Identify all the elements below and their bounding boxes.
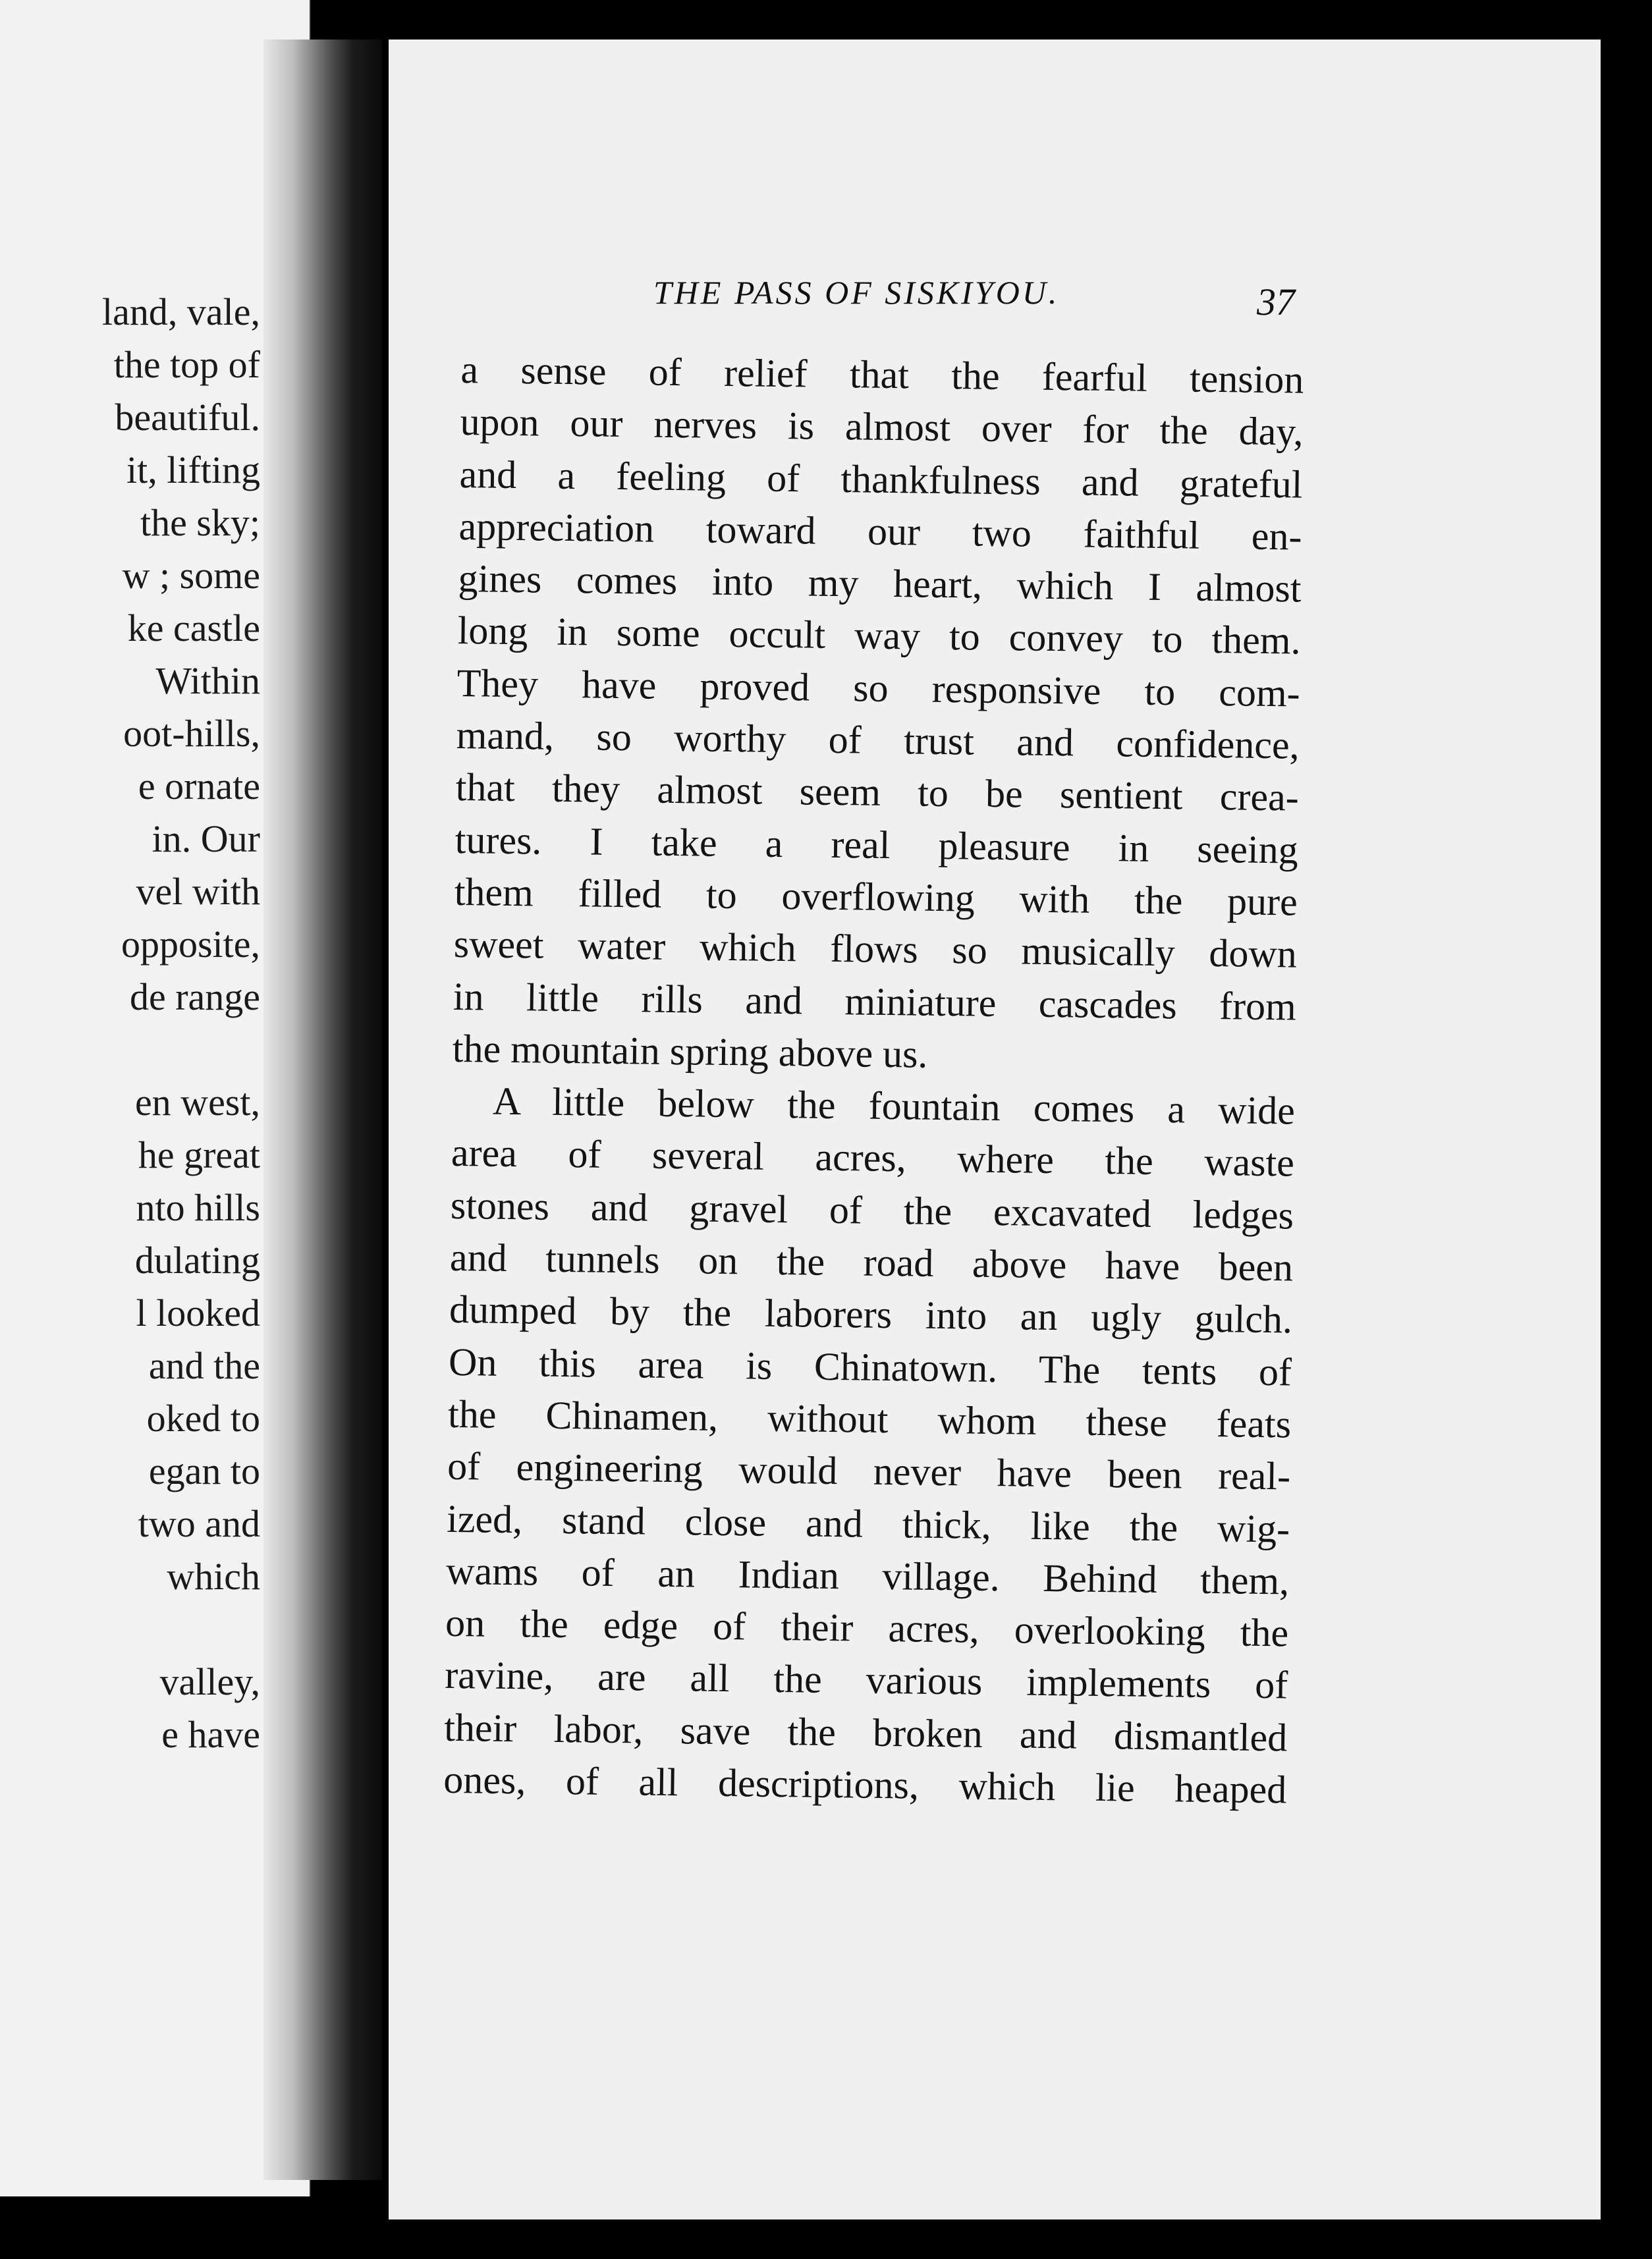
- left-line: opposite,: [121, 923, 260, 966]
- left-line: e ornate: [138, 765, 260, 807]
- left-line: which: [167, 1555, 260, 1598]
- left-line: and the: [148, 1344, 260, 1387]
- text-line: stones and gravel of the excavated ledges: [450, 1183, 1294, 1238]
- left-line: en west,: [134, 1081, 260, 1124]
- left-line: in. Our: [151, 817, 260, 860]
- text-line: upon our nerves is almost over for the day,: [460, 400, 1304, 454]
- text-line: sweet water which flows so musically down: [453, 922, 1298, 976]
- left-line: it, lifting: [126, 449, 260, 491]
- left-line: oked to: [146, 1397, 260, 1440]
- left-line: the sky;: [140, 501, 260, 544]
- text-line: the mountain spring above us.: [452, 1026, 928, 1076]
- text-line: ravine, are all the various implements of: [444, 1653, 1288, 1707]
- left-line: Within: [155, 659, 260, 702]
- text-line: area of several acres, where the waste: [451, 1131, 1295, 1185]
- left-line: l looked: [136, 1292, 260, 1334]
- text-line: gines comes into my heart, which I almost: [458, 557, 1302, 611]
- text-line: ized, stand close and thick, like the wig-: [446, 1496, 1290, 1551]
- left-line: the top of: [113, 343, 260, 386]
- left-line: oot-hills,: [123, 712, 260, 755]
- left-line: e have: [161, 1713, 260, 1756]
- body-text: [443, 344, 1304, 1816]
- text-line: On this area is Chinatown. The tents of: [448, 1340, 1292, 1394]
- left-line: de range: [129, 975, 260, 1018]
- left-line: dulating: [134, 1239, 260, 1282]
- text-line: on the edge of their acres, overlooking the: [445, 1600, 1289, 1655]
- text-line: dumped by the laborers into an ugly gulch.: [449, 1288, 1293, 1342]
- text-line: and tunnels on the road above have been: [449, 1235, 1294, 1290]
- left-line: he great: [138, 1133, 260, 1176]
- text-line: them filled to overflowing with the pure: [454, 869, 1298, 924]
- text-line: their labor, save the broken and dismantled: [443, 1705, 1288, 1760]
- page-number: 37: [1257, 281, 1295, 323]
- text-line: in little rills and miniature cascades from: [453, 974, 1297, 1029]
- left-line: egan to: [148, 1450, 260, 1492]
- text-line: wams of an Indian village. Behind them,: [445, 1548, 1290, 1603]
- text-line: of engineering would never have been real-: [447, 1444, 1291, 1498]
- left-line: valley,: [159, 1660, 260, 1703]
- text-line: tures. I take a real pleasure in seeing: [454, 817, 1299, 872]
- book-gutter: [263, 40, 382, 2180]
- text-line: A little below the fountain comes a wide: [492, 1079, 1296, 1133]
- left-line: beautiful.: [115, 396, 260, 439]
- left-line: vel with: [136, 870, 260, 913]
- text-line: the Chinamen, without whom these feats: [447, 1392, 1292, 1446]
- text-line: They have proved so responsive to com-: [456, 661, 1301, 715]
- running-head: THE PASS OF SISKIYOU.: [653, 274, 1060, 311]
- left-line: nto hills: [136, 1186, 260, 1229]
- left-line: land, vale,: [102, 290, 260, 333]
- right-page: [389, 40, 1601, 2219]
- text-line: mand, so worthy of trust and confidence,: [456, 713, 1300, 767]
- text-line: appreciation toward our two faithful en-: [458, 504, 1302, 558]
- left-line: two and: [138, 1502, 260, 1545]
- text-line: and a feeling of thankfulness and grateful: [459, 452, 1303, 506]
- left-line: w ; some: [122, 554, 260, 597]
- text-line: long in some occult way to convey to them.: [457, 609, 1301, 663]
- text-line: that they almost seem to be sentient crea-: [455, 765, 1300, 819]
- text-line: a sense of relief that the fearful tension: [460, 347, 1304, 402]
- text-line: ones, of all descriptions, which lie heaped: [443, 1757, 1287, 1812]
- left-line: ke castle: [127, 607, 260, 649]
